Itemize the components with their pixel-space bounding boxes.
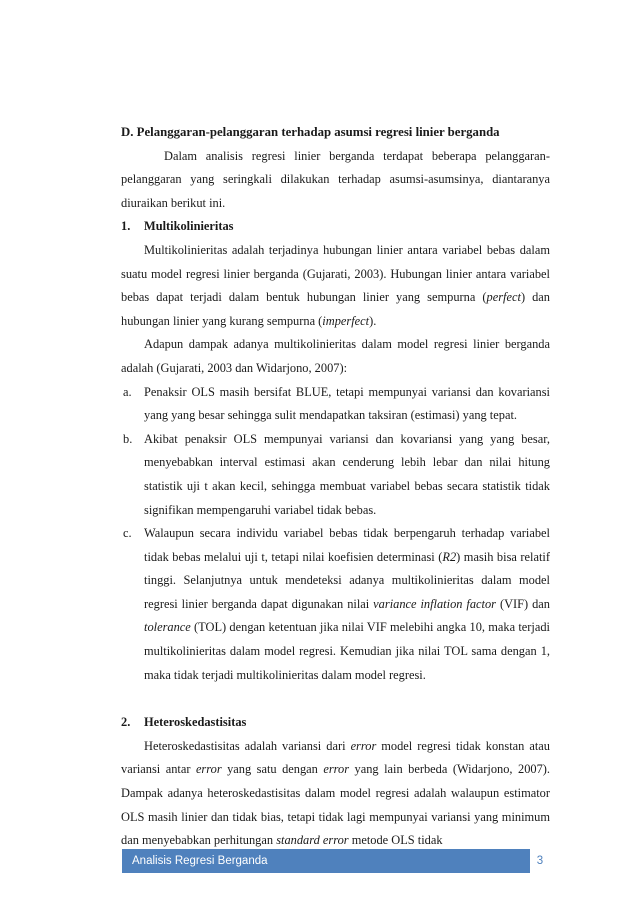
- subsection-number: 2.: [121, 715, 131, 730]
- page-content: [121, 121, 550, 853]
- page-footer: [122, 849, 550, 873]
- term-standard-error: standard error: [276, 833, 349, 848]
- list-item: [121, 381, 550, 428]
- footer-title: Analisis Regresi Berganda: [132, 855, 268, 867]
- term-tolerance: tolerance: [144, 620, 191, 635]
- term-error: error: [195, 762, 222, 777]
- term-imperfect: imperfect: [322, 313, 370, 328]
- subsection-heading-1: [121, 215, 550, 239]
- spacer: [121, 687, 550, 711]
- list-text: Akibat penaksir OLS mempunyai variansi dan kovariansi yang yang besar, menyebabkan interval estimasi akan cenderung lebih lebar dan nilai hitung statistik uji t akan kecil, sehingga membuat variabel bebas secara statistik tidak signifikan mempengaruhi variabel tidak bebas.: [144, 431, 550, 517]
- subsection-number: 1.: [121, 219, 131, 234]
- subsection-heading-2: [121, 711, 550, 735]
- term-error: error: [350, 738, 377, 753]
- list-letter: c.: [123, 526, 132, 541]
- term-perfect: perfect: [486, 290, 521, 305]
- paragraph-definition: Multikolinieritas adalah terjadinya hubungan linier antara variabel bebas dalam suatu model regresi linier berganda (Gujarati, 2003). Hubungan linier antara variabel bebas dapat terjadi dalam bentuk hubungan linier yang sempurna (perfect) dan hubungan linier yang kurang sempurna (imperfect).: [121, 242, 551, 328]
- list-text: Penaksir OLS masih bersifat BLUE, tetapi mempunyai variansi dan kovariansi yang yang besar sehingga sulit mendapatkan taksiran (estimasi) yang tepat.: [144, 384, 550, 423]
- term-r2: R2: [442, 549, 457, 564]
- section-heading: D. Pelanggaran-pelanggaran terhadap asumsi regresi linier berganda: [121, 125, 500, 139]
- section-intro: Dalam analisis regresi linier berganda terdapat beberapa pelanggaran-pelanggaran yang seringkali dilakukan terhadap asumsi-asumsinya, diantaranya diuraikan berikut ini.: [121, 148, 550, 210]
- list-text: Walaupun secara individu variabel bebas tidak berpengaruh terhadap variabel tidak bebas melalui uji t, tetapi nilai koefisien determinasi (R2) masih bisa relatif tinggi. Selanjutnya untuk mendeteksi adanya multikolinieritas dalam model regresi linier berganda dapat digunakan nilai variance inflation factor (VIF) dan tolerance (TOL) dengan ketentuan jika nilai VIF melebihi angka 10, maka terjadi multikolinieritas dalam model regresi. Kemudian jika nilai TOL sama dengan 1, maka tidak terjadi multikolinieritas dalam model regresi.: [144, 526, 550, 682]
- list-item: [121, 428, 550, 522]
- term-vif: variance inflation factor: [373, 596, 496, 611]
- list-letter: a.: [123, 384, 132, 399]
- list-item: [121, 522, 550, 687]
- paragraph-impact: Adapun dampak adanya multikolinieritas dalam model regresi linier berganda adalah (Gujarati, 2003 dan Widarjono, 2007):: [121, 337, 550, 375]
- term-error: error: [323, 762, 350, 777]
- subsection-title: Heteroskedastisitas: [144, 715, 247, 730]
- subsection-title: Multikolinieritas: [144, 219, 234, 234]
- page-number: 3: [526, 849, 550, 873]
- paragraph-heteroskedastisitas: Heteroskedastisitas adalah variansi dari error model regresi tidak konstan atau variansi antar error yang satu dengan error yang lain berbeda (Widarjono, 2007). Dampak adanya heteroskedastisitas dalam model regresi adalah walaupun estimator OLS masih linier dan tidak bias, tetapi tidak lagi mempunyai variansi yang minimum dan menyebabkan perhitungan standard error metode OLS tidak: [121, 738, 551, 848]
- list-letter: b.: [123, 431, 133, 446]
